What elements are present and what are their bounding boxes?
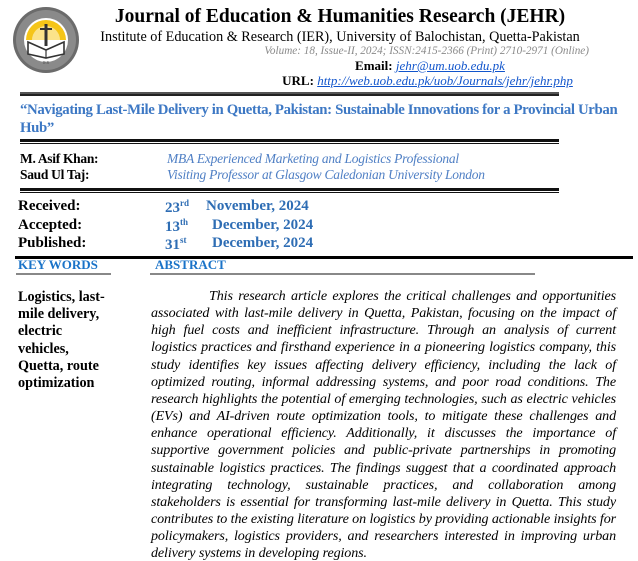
dates-divider xyxy=(15,256,633,259)
institute-name: Institute of Education & Research (IER), University of Balochistan, Quetta-Pakistan xyxy=(100,29,580,45)
received-label: Received: xyxy=(18,198,81,214)
email-line xyxy=(200,58,600,74)
keyword-line: vehicles, xyxy=(18,340,69,357)
day-suffix: st xyxy=(180,235,187,245)
day-number: 31 xyxy=(165,237,180,253)
email-link[interactable]: jehr@um.uob.edu.pk xyxy=(395,58,505,73)
volume-info: Volume: 18, Issue-II, 2024; ISSN:2415-2366 (Print) 2710-2971 (Online) xyxy=(264,45,589,57)
day-suffix: rd xyxy=(180,198,189,208)
day-number: 13 xyxy=(165,219,180,235)
abstract-heading: ABSTRACT xyxy=(155,257,226,272)
url-label: URL: xyxy=(282,73,314,88)
published-month-year: December, 2024 xyxy=(212,235,314,251)
keywords-heading: KEY WORDS xyxy=(18,257,98,272)
accepted-label: Accepted: xyxy=(18,217,83,233)
keyword-line: optimization xyxy=(18,375,95,392)
keywords-list xyxy=(18,289,128,392)
accepted-month-year: December, 2024 xyxy=(212,217,314,233)
journal-title: Journal of Education & Humanities Research (JEHR) xyxy=(114,6,566,27)
author-name: M. Asif Khan: xyxy=(20,151,99,166)
keyword-line: Quetta, route xyxy=(18,357,99,374)
abstract-text: This research article explores the critical challenges and opportunities associated with last-mile delivery in Quetta, Pakistan, focusing on the impact of high fuel costs and inefficient infrastructure. Through an analysis of current logistics practices and firsthand experience in a pioneering logistics company, this study identifies key issues affecting delivery efficiency, including the lack of optimized routing, informal addressing systems, and poor road conditions. The research highlights the potential of emerging technologies, such as electric vehicles (EVs) and AI-driven route optimization tools, to mitigate these challenges and enhance operational efficiency. Additionally, it discusses the importance of supportive government policies and public-private partnerships in promoting sustainable logistics practices. The findings suggest that a coordinated approach integrating technology, sustainable practices, and collaboration among stakeholders is essential for transforming last-mile delivery in Quetta. This study contributes to the existing literature on logistics by providing actionable insights for policymakers, logistics providers, and researchers interested in improving urban delivery systems in developing regions. xyxy=(151,288,616,561)
title-divider xyxy=(20,139,559,144)
abstract-underline xyxy=(150,273,535,275)
keyword-line: electric xyxy=(18,323,63,340)
author-affiliation: MBA Experienced Marketing and Logistics Professional xyxy=(167,151,459,166)
article-title-line-1: “Navigating Last-Mile Delivery in Quetta, Pakistan: Sustainable Innovations for a Provincial Urban xyxy=(20,102,618,118)
keyword-line: Logistics, last- xyxy=(18,289,105,305)
article-title-line-2: Hub” xyxy=(20,120,54,136)
authors-divider xyxy=(20,188,559,193)
received-month-year: November, 2024 xyxy=(206,198,309,214)
published-label: Published: xyxy=(18,235,87,251)
accepted-day xyxy=(165,217,188,236)
day-suffix: th xyxy=(180,217,189,227)
keyword-line: mile delivery, xyxy=(18,306,100,323)
author-name: Saud Ul Taj: xyxy=(20,167,90,182)
url-line xyxy=(200,73,620,89)
url-link[interactable]: http://web.uob.edu.pk/uob/Journals/jehr/jehr.php xyxy=(317,73,573,88)
abstract-body xyxy=(151,288,616,561)
email-label: Email: xyxy=(355,58,393,73)
svg-text:IER: IER xyxy=(42,60,50,65)
day-number: 23 xyxy=(165,200,180,216)
received-day xyxy=(165,198,189,217)
author-affiliation: Visiting Professor at Glasgow Caledonian University London xyxy=(167,167,485,182)
published-day xyxy=(165,235,187,254)
keywords-underline xyxy=(16,273,111,275)
article-title xyxy=(20,101,635,137)
header-divider xyxy=(20,92,559,96)
